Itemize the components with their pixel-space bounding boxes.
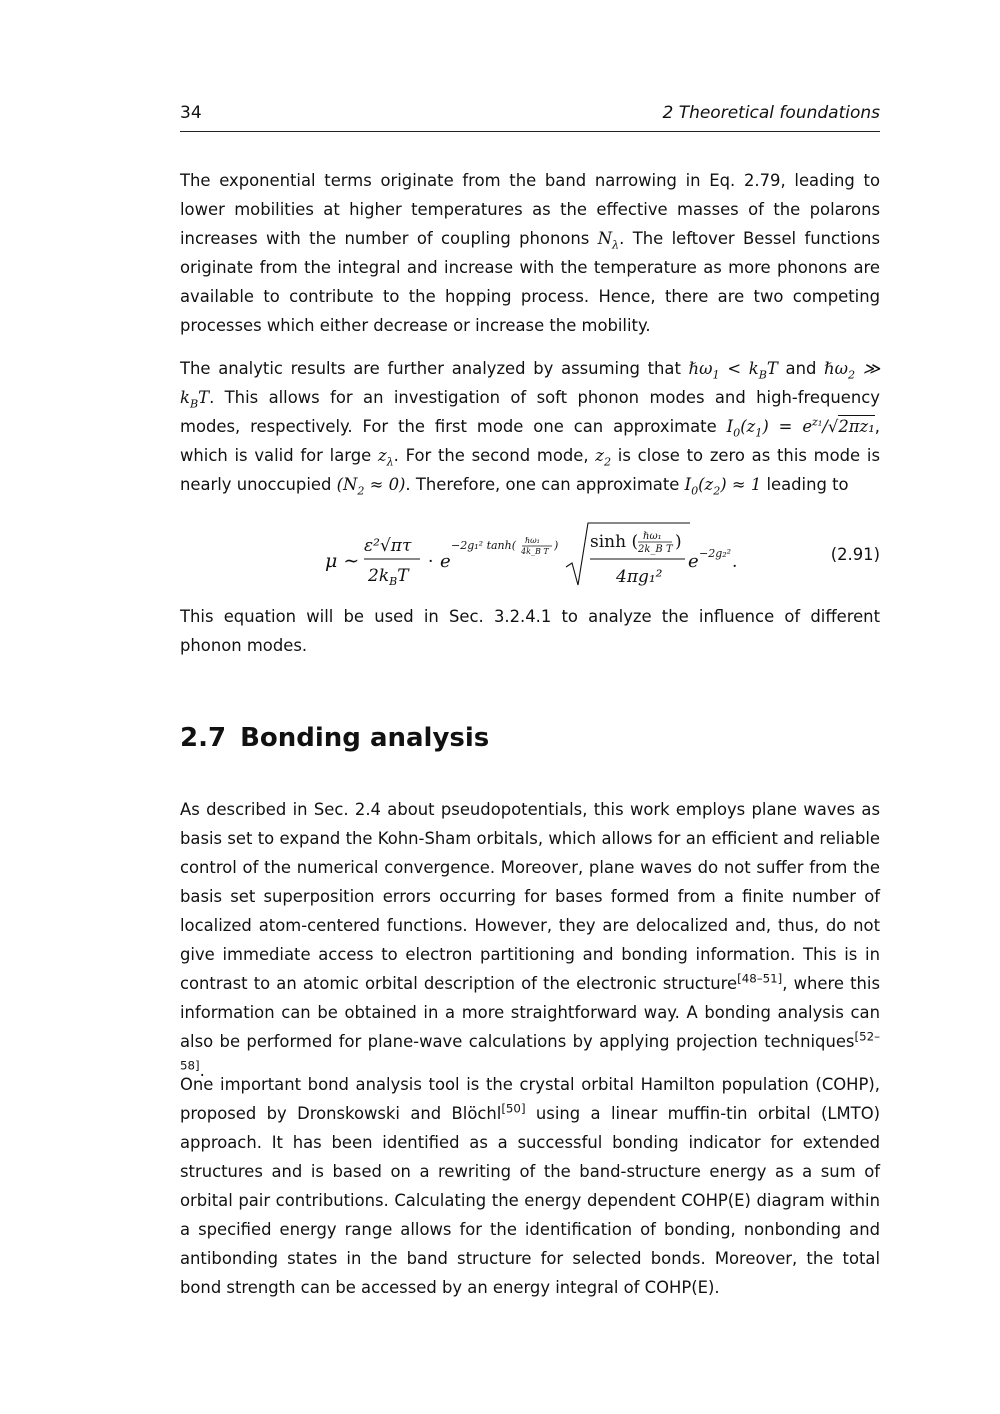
paragraph-plane-waves: As described in Sec. 2.4 about pseudopotentials, this work employs plane waves as basis set to expand the Kohn-Sham orbitals, which allows for an efficient and reliable control of the numerical convergence. Moreover, plane waves do not suffer from the basis set superposition errors occurring for bases formed from a finite number of localized atom-centered functions. However, they are delocalized and, thus, do not give immediate access to electron partitioning and bonding information. This is in contrast to an atomic orbital description of the electronic structure[48–51], where this information can be obtained in a more straightforward way. A bonding analysis can also be performed for plane-wave calculations by applying projection techniques[52–58]. (180, 800, 880, 1080)
section-number: 2.7 (180, 723, 227, 753)
eq-tail-base: e (688, 551, 699, 572)
eq-tail-end: . (732, 552, 738, 572)
eq-exp-frac-den: 4k_B T (521, 547, 549, 556)
eq-exp-frac-num: ℏω₁ (525, 536, 540, 545)
eq-sqrt-num-close: ) (675, 532, 682, 552)
eq-sqrt-frac-den: 2k_B T (638, 544, 673, 555)
citation-52-58: [52–58] (180, 1029, 880, 1073)
math-bessel-approx-2: $I_0(z_2) \approx 1$ (684, 475, 762, 498)
citation-50: [50] (501, 1101, 526, 1116)
math-z2: $z_2$ (595, 446, 612, 469)
eq-frac1-den: $2k_BT$ (368, 566, 409, 588)
paragraph-exponential-terms: The exponential terms originate from the band narrowing in Eq. 2.79, leading to lower mobilities at higher temperatures as the effective masses of the polarons increases with the number of coupling phonons $N_\lambda$. The leftover Bessel functions originate from the integral and increase with the temperature as more phonons are available to contribute to the hopping process. Hence, there are two competing processes which either decrease or increase the mobility. (180, 171, 880, 335)
math-n-lambda: $N_\lambda$ (597, 229, 620, 252)
paragraph-equation-usage: This equation will be used in Sec. 3.2.4.1 to analyze the influence of different phonon modes. (180, 607, 880, 655)
running-header (180, 103, 880, 132)
math-bessel-approx-1: $I_0(z_1) = e^{z_1}/√2\pi z_1$ (726, 415, 875, 440)
eq-sqrt-num: sinh ( (590, 532, 639, 552)
math-condition-2: ℏω$_2$ ≫ $k_BT$ (180, 359, 880, 411)
eq-exp-base: e (440, 551, 451, 572)
eq-exp-close: ) (554, 539, 559, 552)
paragraph-analytic-results: The analytic results are further analyzed by assuming that ℏω$_1$ < $k_BT$ and ℏω$_2$ ≫ $k_BT$. This allows for an investigation of soft phonon modes and high-frequency modes, respectively. For the first mode one can approximate $I_0(z_1) = e^{z_1}/√2\pi z_1$, which is valid for large $z_\lambda$. For the second mode, $z_2$ is close to zero as this mode is nearly unoccupied $(N_2 \approx 0)$. Therefore, one can approximate $I_0(z_2) \approx 1$ leading to (180, 359, 880, 498)
equation-formula (320, 515, 880, 595)
chapter-title: 2 Theoretical foundations (662, 103, 880, 123)
eq-dot: · (428, 552, 434, 572)
section-heading (180, 723, 489, 753)
eq-frac1-num: ε²√πτ (364, 536, 412, 556)
eq-sqrt-den: 4πg₁² (616, 567, 663, 587)
section-title: Bonding analysis (240, 723, 490, 753)
eq-exp-text: −2g₁² tanh( (451, 539, 517, 552)
eq-tail-exp: −2g₂² (699, 547, 732, 560)
page-number: 34 (180, 103, 202, 123)
equation-2-91 (180, 515, 880, 595)
eq-lhs: μ ∼ (325, 550, 360, 572)
equation-number: (2.91) (830, 545, 880, 564)
eq-sqrt-frac-num: ℏω₁ (643, 531, 662, 542)
paragraph-cohp: One important bond analysis tool is the crystal orbital Hamilton population (COHP), proposed by Dronskowski and Blöchl[50] using a linear muffin-tin orbital (LMTO) approach. It has been identified as a successful bonding indicator for extended structures and is based on a rewriting of the band-structure energy as a sum of orbital pair contributions. Calculating the energy dependent COHP(E) diagram within a specified energy range allows for the identification of bonding, nonbonding and antibonding states in the band structure for selected bonds. Moreover, the total bond strength can be accessed by an energy integral of COHP(E). (180, 1075, 880, 1297)
math-z-lambda: $z_\lambda$ (377, 446, 394, 469)
math-n2-approx: $(N_2 \approx 0)$ (336, 475, 406, 498)
math-condition-1: ℏω$_1$ < $k_BT$ (688, 359, 778, 382)
citation-48-51: [48–51] (737, 971, 783, 986)
